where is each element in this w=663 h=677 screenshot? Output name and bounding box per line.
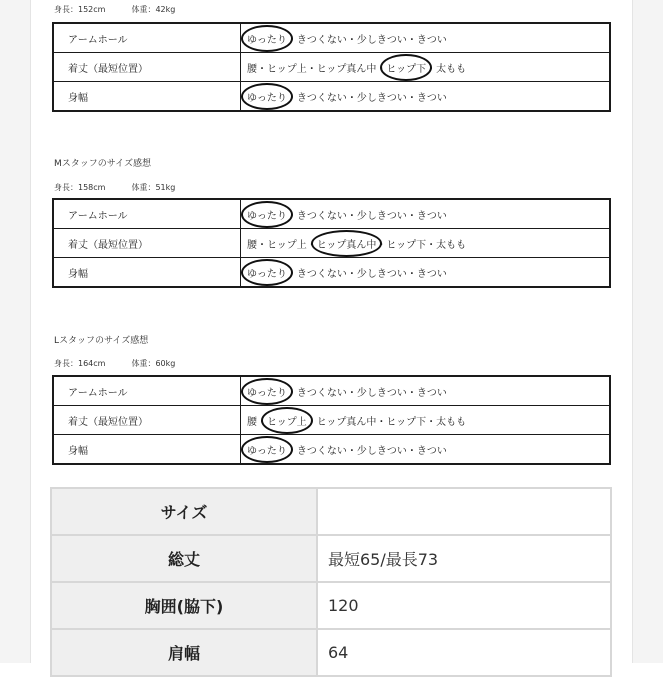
selected-option: ゆったり [247,442,287,457]
option: きつくない [296,445,347,457]
option: 腰 [247,239,257,251]
option: きつくない [296,92,347,104]
option: 少しきつい [356,387,407,399]
options-cell [241,435,611,465]
row-label: 身幅 [53,435,241,465]
option-separator: ・ [257,416,267,428]
spec-value-shoulder: 64 [317,629,611,676]
option: 少しきつい [356,268,407,280]
option-separator: ・ [376,416,387,428]
row-label: アームホール [53,376,241,406]
spec-header-size: サイズ [51,488,317,535]
option-separator: ・ [306,416,317,428]
option-separator: ・ [346,387,357,399]
size-feel-row [53,199,610,229]
option: 少しきつい [356,210,407,222]
option-separator: ・ [286,445,297,457]
m-staff-size-table [52,198,611,288]
size-feel-row [53,229,610,258]
row-label: 着丈（最短位置） [53,406,241,435]
option-separator: ・ [346,92,357,104]
option: 腰 [247,416,257,428]
option: 腰 [247,63,257,75]
l-staff-measurements [54,358,175,369]
size-feel-row [53,376,610,406]
options-cell [241,229,611,258]
option: きつい [416,92,447,104]
options-cell [241,23,611,53]
selected-option: ゆったり [247,89,287,104]
l-staff-title: Lスタッフのサイズ感想 [54,336,149,346]
option-separator: ・ [376,239,387,251]
option-separator: ・ [426,416,437,428]
size-feel-row [53,53,610,82]
option-separator: ・ [346,445,357,457]
spec-row-size [51,488,611,535]
option: 少しきつい [356,92,407,104]
selected-option: ゆったり [247,265,287,280]
size-feel-row [53,23,610,53]
option-separator: ・ [406,92,417,104]
selected-option: ヒップ下 [386,60,426,75]
option: きつくない [296,34,347,46]
options-cell [241,53,611,82]
size-feel-row [53,82,610,112]
option-separator: ・ [406,268,417,280]
size-feel-row [53,406,610,435]
selected-option: ゆったり [247,207,287,222]
row-label: 身幅 [53,258,241,288]
option: 少しきつい [356,445,407,457]
spec-value-chest: 120 [317,582,611,629]
option-separator: ・ [286,210,297,222]
spec-header-chest: 胸囲(脇下) [51,582,317,629]
option-separator: ・ [286,387,297,399]
option: きつい [416,387,447,399]
option: ヒップ下 [386,416,427,428]
m-staff-height: 身長：158cm [54,183,106,192]
spec-header-total-length: 総丈 [51,535,317,582]
option: 太もも [436,416,467,428]
size-feel-row [53,258,610,288]
s-staff-size-table [52,22,611,112]
option: きつくない [296,210,347,222]
options-cell [241,376,611,406]
option-separator: ・ [426,239,437,251]
option-separator: ・ [406,34,417,46]
option-separator: ・ [286,268,297,280]
row-label: 着丈（最短位置） [53,229,241,258]
spec-row-shoulder [51,629,611,676]
option: きつい [416,210,447,222]
s-staff-measurements [54,4,175,15]
option: ヒップ上 [267,239,307,251]
option: 太もも [436,63,467,75]
option-separator: ・ [376,63,387,75]
m-staff-title: Mスタッフのサイズ感想 [54,159,152,169]
l-staff-height: 身長：164cm [54,359,106,368]
l-staff-size-table [52,375,611,465]
options-cell [241,199,611,229]
option-separator: ・ [257,239,267,251]
options-cell [241,406,611,435]
option: ヒップ下 [386,239,427,251]
m-staff-weight: 体重：51kg [131,183,176,192]
selected-option: ヒップ真ん中 [317,236,377,251]
option-separator: ・ [306,63,317,75]
option: ヒップ真ん中 [316,63,377,75]
option-separator: ・ [306,239,317,251]
selected-option: ヒップ上 [267,413,307,428]
options-cell [241,258,611,288]
option-separator: ・ [346,34,357,46]
l-staff-weight: 体重：60kg [131,359,176,368]
option: きつい [416,445,447,457]
spec-header-shoulder: 肩幅 [51,629,317,676]
row-label: 着丈（最短位置） [53,53,241,82]
option: ヒップ上 [267,63,307,75]
s-staff-weight: 体重：42kg [131,5,176,14]
size-feel-row [53,435,610,465]
option: きつい [416,34,447,46]
option-separator: ・ [406,210,417,222]
selected-option: ゆったり [247,31,287,46]
option: きつくない [296,268,347,280]
m-staff-measurements [54,182,175,193]
option-separator: ・ [346,210,357,222]
options-cell [241,82,611,112]
option-separator: ・ [406,387,417,399]
option-separator: ・ [257,63,267,75]
spec-value-total-length: 最短65/最長73 [317,535,611,582]
option-separator: ・ [346,268,357,280]
option: ヒップ真ん中 [316,416,377,428]
option-separator: ・ [406,445,417,457]
option-separator: ・ [286,34,297,46]
option: きつい [416,268,447,280]
option-separator: ・ [286,92,297,104]
row-label: アームホール [53,23,241,53]
row-label: 身幅 [53,82,241,112]
row-label: アームホール [53,199,241,229]
spec-row-chest [51,582,611,629]
selected-option: ゆったり [247,384,287,399]
s-staff-height: 身長：152cm [54,5,106,14]
size-spec-table [50,487,612,677]
option: 少しきつい [356,34,407,46]
option: 太もも [436,239,467,251]
option-separator: ・ [426,63,437,75]
option: きつくない [296,387,347,399]
spec-row-total-length [51,535,611,582]
spec-value-size [317,488,611,535]
